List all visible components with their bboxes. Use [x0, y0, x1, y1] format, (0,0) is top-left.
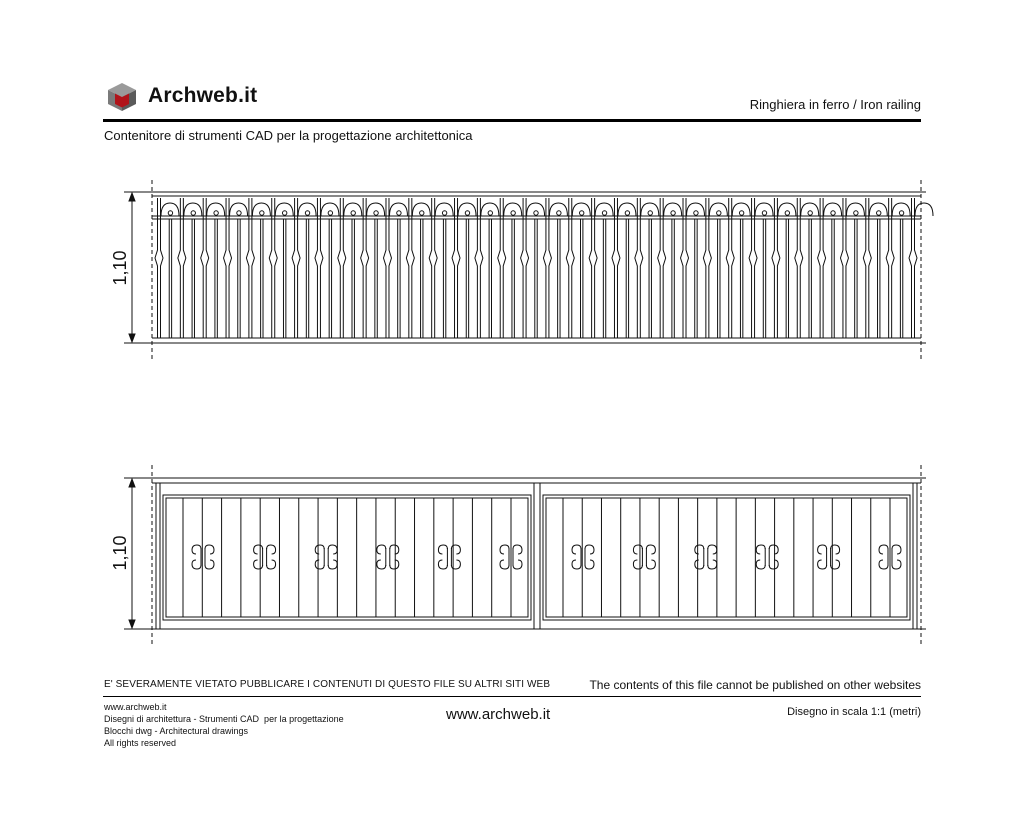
arch-scroll	[458, 203, 476, 216]
ring-ornament	[557, 211, 561, 215]
arch-scroll	[709, 203, 727, 216]
ring-ornament	[671, 211, 675, 215]
arch-scroll	[572, 203, 590, 216]
ring-ornament	[808, 211, 812, 215]
footer-credit-line: Blocchi dwg - Architectural drawings	[104, 726, 249, 736]
panel-frame	[163, 495, 531, 620]
panel-inner-frame	[166, 498, 528, 617]
arch-scroll	[641, 203, 659, 216]
subtitle: Contenitore di strumenti CAD per la progettazione architettonica	[104, 128, 473, 143]
ring-ornament	[168, 211, 172, 215]
arch-scroll	[755, 203, 773, 216]
scroll-ornament	[254, 545, 276, 569]
arch-scroll	[801, 203, 819, 216]
ring-ornament	[694, 211, 698, 215]
arch-scroll	[321, 203, 339, 216]
arch-scroll	[504, 203, 522, 216]
ring-ornament	[648, 211, 652, 215]
arch-scroll	[367, 203, 385, 216]
scroll-ornament	[572, 545, 594, 569]
arch-scroll	[298, 203, 316, 216]
arch-scroll	[618, 203, 636, 216]
bottom-railing-height-dimension: 1,10	[110, 535, 130, 571]
ring-ornament	[899, 211, 903, 215]
ring-ornament	[511, 211, 515, 215]
arch-scroll	[687, 203, 705, 216]
arch-scroll	[869, 203, 887, 216]
arch-scroll	[412, 203, 430, 216]
arch-scroll	[184, 203, 202, 216]
footer-credit-line: Disegni di architettura - Strumenti CAD per la progettazione	[104, 714, 344, 724]
arch-scroll	[732, 203, 750, 216]
footer-credit-line: All rights reserved	[104, 738, 177, 748]
arch-scroll	[435, 203, 453, 216]
ring-ornament	[397, 211, 401, 215]
ring-ornament	[214, 211, 218, 215]
ring-ornament	[351, 211, 355, 215]
ring-ornament	[442, 211, 446, 215]
footer-warning-italian: E' SEVERAMENTE VIETATO PUBBLICARE I CONTENUTI DI QUESTO FILE SU ALTRI SITI WEB	[104, 679, 551, 690]
dimension-arrow	[129, 479, 135, 487]
ring-ornament	[465, 211, 469, 215]
ring-ornament	[282, 211, 286, 215]
footer-credits	[104, 701, 344, 749]
ring-ornament	[739, 211, 743, 215]
dimension-arrow	[129, 334, 135, 342]
arch-scroll	[549, 203, 567, 216]
scroll-ornament	[818, 545, 840, 569]
arch-scroll	[892, 203, 910, 216]
arch-scroll	[344, 203, 362, 216]
arch-scroll	[207, 203, 225, 216]
top-railing-elevation	[124, 180, 933, 360]
ring-ornament	[579, 211, 583, 215]
footer-warning-english: The contents of this file cannot be published on other websites	[589, 678, 921, 692]
scroll-ornament	[438, 545, 460, 569]
ring-ornament	[305, 211, 309, 215]
ring-ornament	[420, 211, 424, 215]
ring-ornament	[602, 211, 606, 215]
dimension-arrow	[129, 193, 135, 201]
dimension-arrow	[129, 620, 135, 628]
ring-ornament	[854, 211, 858, 215]
ring-ornament	[374, 211, 378, 215]
footer-website: www.archweb.it	[446, 706, 551, 723]
ring-ornament	[877, 211, 881, 215]
ring-ornament	[831, 211, 835, 215]
arch-scroll	[275, 203, 293, 216]
arch-scroll	[481, 203, 499, 216]
ring-ornament	[328, 211, 332, 215]
scroll-ornament	[633, 545, 655, 569]
ring-ornament	[785, 211, 789, 215]
arch-scroll	[778, 203, 796, 216]
panel-frame	[543, 495, 910, 620]
arch-scroll	[161, 203, 179, 216]
arch-scroll	[915, 203, 933, 216]
arch-scroll	[252, 203, 270, 216]
ring-ornament	[488, 211, 492, 215]
ring-ornament	[717, 211, 721, 215]
logo-text: Archweb.it	[148, 84, 258, 107]
bottom-railing-elevation	[124, 465, 926, 645]
arch-scroll	[595, 203, 613, 216]
ring-ornament	[260, 211, 264, 215]
panel-inner-frame	[546, 498, 907, 617]
ring-ornament	[191, 211, 195, 215]
arch-scroll	[389, 203, 407, 216]
arch-scroll	[824, 203, 842, 216]
ring-ornament	[625, 211, 629, 215]
ring-ornament	[237, 211, 241, 215]
arch-scroll	[664, 203, 682, 216]
sheet-title: Ringhiera in ferro / Iron railing	[749, 97, 921, 112]
arch-scroll	[527, 203, 545, 216]
ring-ornament	[534, 211, 538, 215]
footer-credit-line: www.archweb.it	[104, 702, 167, 712]
footer-divider	[103, 696, 921, 697]
top-railing-height-dimension: 1,10	[110, 250, 130, 286]
arch-scroll	[230, 203, 248, 216]
arch-scroll	[846, 203, 864, 216]
ring-ornament	[762, 211, 766, 215]
scroll-ornament	[192, 545, 214, 569]
footer-scale-note: Disegno in scala 1:1 (metri)	[787, 706, 921, 718]
